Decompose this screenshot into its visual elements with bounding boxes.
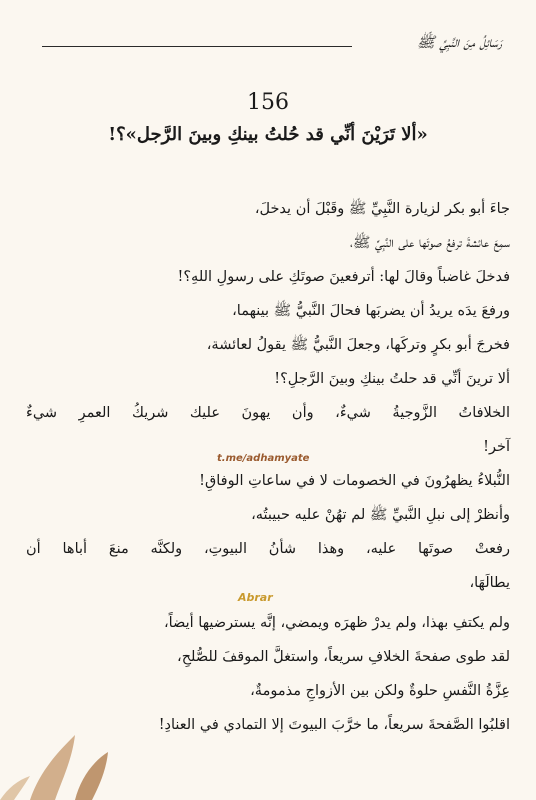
running-header-title: رَسَائِلُ مِنَ النَّبِيِّ ﷺ bbox=[416, 33, 502, 51]
body-line: رفعتْ صوتَها عليه، وهذا شأنُ البيوتِ، ولكنَّه منعَ أباها أن bbox=[26, 541, 510, 557]
page-number: 156 bbox=[247, 90, 289, 115]
body-line: عِزَّةُ النَّفسِ حلوةٌ ولكن بين الأزواجِ مذمومةٌ، bbox=[250, 683, 510, 699]
body-line: آخر! bbox=[483, 439, 510, 455]
body-line: يطالَهَا، bbox=[469, 575, 510, 591]
body-line: لقد طوى صفحةَ الخلافِ سريعاً، واستغلَّ الموقفَ للصُّلحِ، bbox=[177, 649, 510, 665]
body-line: فدخلَ غاضباً وقالَ لها: أترفعينَ صوتَكِ على رسولِ اللهِ؟! bbox=[177, 269, 510, 285]
body-line: ألا ترينَ أنِّي قد حلتُ بينكِ وبينَ الرَّجلِ؟! bbox=[274, 371, 510, 387]
body-line: ولم يكتفِ بهذا، ولم يدرْ ظهرَه ويمضي، إنَّه يسترضيها أيضاً، bbox=[163, 615, 510, 631]
body-line: جاءَ أبو بكر لزيارة النَّبِيِّ ﷺ وقَبْلَ أن يدخلَ، bbox=[254, 201, 510, 217]
decorative-leaf-icon bbox=[0, 680, 160, 800]
header-rule bbox=[42, 46, 352, 47]
body-line: اقلبُوا الصَّفحةَ سريعاً، ما خرَّبَ البيوتَ إلا التمادي في العنادِ! bbox=[158, 717, 510, 733]
body-line: النُّبلاءُ يظهرُونَ في الخصومات لا في ساعاتِ الوفاقِ! bbox=[199, 473, 510, 489]
body-line: ورفعَ يدَه يريدُ أن يضربَها فحالَ النَّبيُّ ﷺ بينهما، bbox=[232, 303, 510, 319]
signature-watermark: Abrar bbox=[238, 591, 273, 604]
body-line: فخرجَ أبو بكرٍ وتركَها، وجعلَ النَّبيُّ ﷺ يقولُ لعائشة، bbox=[206, 337, 510, 353]
body-line: سمِعَ عائشةَ ترفعُ صوتَها على النَّبِيِّ ﷺ، bbox=[350, 235, 510, 251]
channel-watermark: t.me/adhamyate bbox=[217, 453, 310, 464]
body-line: وأنظرْ إلى نبلِ النَّبيِّ ﷺ لم تهُنْ عليه حبيبتُه، bbox=[251, 507, 510, 523]
chapter-title: «ألا تَرَيْنَ أنِّي قد حُلتُ بينكِ وبينَ الرَّجل»؟! bbox=[108, 124, 428, 145]
body-line: الخلافاتُ الزَّوجيةُ شيءٌ، وأن يهونَ عليك شريكُ العمرِ شيءٌ bbox=[26, 405, 510, 421]
